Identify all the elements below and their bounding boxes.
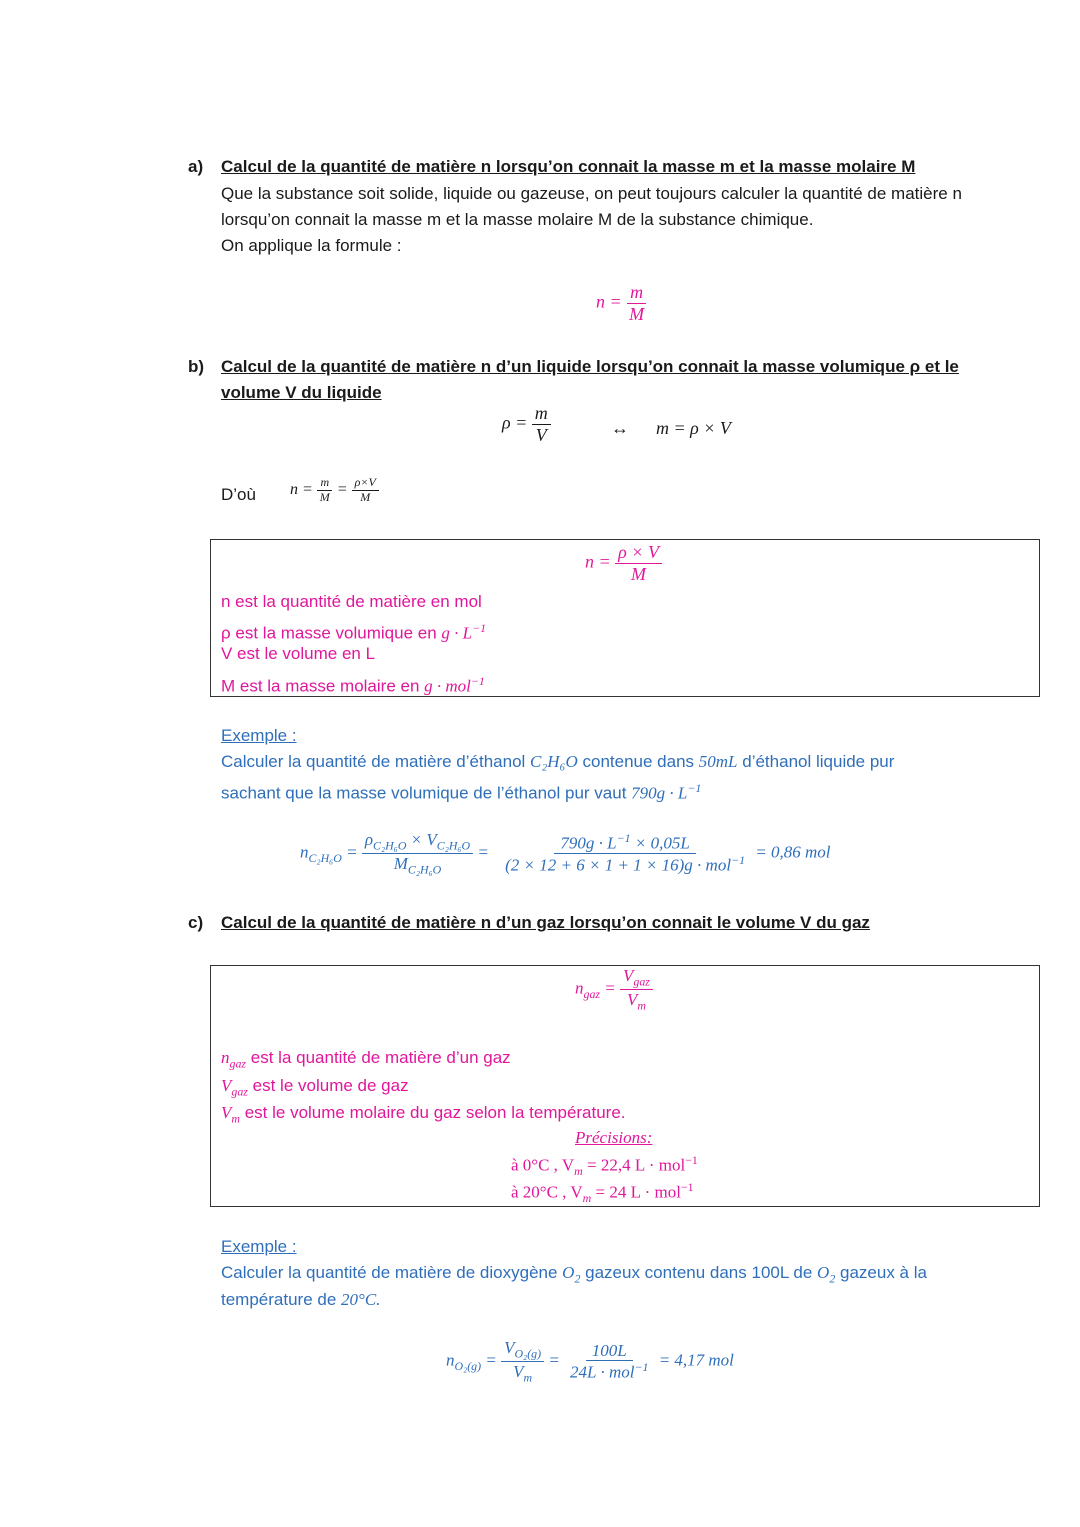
- calc-c-f2-den-exp: −1: [634, 1360, 649, 1375]
- prec-1-sub: m: [574, 1164, 583, 1179]
- calc-b-f2-den-exp: −1: [731, 853, 746, 868]
- precisions-label: Précisions:: [575, 1128, 653, 1147]
- calc-c-eq: =: [485, 1350, 497, 1370]
- def-m-text: M est la masse molaire en: [221, 676, 420, 696]
- box-b-num: ρ × V: [615, 542, 662, 564]
- example-c-line1-b: gazeux contenu dans 100L de: [585, 1263, 813, 1282]
- calc-c-f1-den-sub: m: [523, 1370, 533, 1385]
- box-c-den-sub: m: [637, 998, 646, 1013]
- example-b-formula: C₂H₆O: [530, 752, 578, 771]
- prec-2-sub: m: [582, 1191, 592, 1206]
- calc-b-f2-den: (2 × 12 + 6 × 1 + 1 × 16)g · mol: [505, 855, 732, 875]
- box-c-lhs: n: [575, 978, 584, 998]
- box-b-formula: [585, 542, 662, 584]
- example-b-density: 790g · L: [631, 783, 688, 803]
- calc-c-result: = 4,17 mol: [658, 1350, 734, 1370]
- example-b-line1-b: contenue dans: [582, 752, 695, 771]
- def-ngaz-sub: gaz: [229, 1056, 247, 1071]
- example-c-o2: O: [562, 1263, 575, 1282]
- def-vm-sym: V: [221, 1103, 232, 1122]
- equivalence-arrow: ↔: [611, 418, 629, 438]
- example-c-o2b-sub: 2: [829, 1271, 836, 1286]
- calc-b-f2-num: 790g · L: [560, 833, 617, 853]
- example-b-line2-a: sachant que la masse volumique de l’éthanol pur vaut: [221, 783, 627, 803]
- example-b-label: Exemple :: [221, 726, 297, 745]
- box-c-eq: =: [604, 978, 616, 998]
- formula-n-m-over-M: [596, 282, 647, 324]
- prec-1-val: = 22,4 L · mol: [587, 1155, 686, 1175]
- calc-c-f1-num-sub: O₂(g): [514, 1346, 542, 1361]
- example-b-line1-a: Calculer la quantité de matière d’éthanol: [221, 752, 526, 771]
- def-m-unit: g · mol: [424, 676, 471, 696]
- dou-f1-den: M: [319, 489, 330, 504]
- calc-b-f1-num-sub: C₂H₆O: [373, 838, 407, 853]
- box-c-den: V: [626, 990, 638, 1010]
- rho-formula: [502, 403, 551, 445]
- example-c-line2: [221, 1287, 380, 1313]
- box-b-den: M: [631, 563, 647, 584]
- def-ngaz: [221, 1045, 511, 1076]
- calc-b-f1-times-sub: C₂H₆O: [436, 838, 471, 853]
- def-vgaz-sym: V: [221, 1076, 232, 1095]
- example-b-line2: [221, 775, 701, 807]
- prec-1-exp: −1: [685, 1153, 698, 1167]
- def-vm: [221, 1100, 626, 1131]
- def-ngaz-text: est la quantité de matière d’un gaz: [250, 1048, 511, 1067]
- mass-formula: m = ρ × V: [656, 418, 731, 438]
- example-c-temp: 20°C.: [341, 1290, 381, 1309]
- section-c-letter: c): [188, 913, 204, 932]
- dou-label: D’où: [221, 485, 256, 504]
- calc-b-lhs-sub: C₂H₆O: [308, 850, 342, 865]
- prec-2-exp: −1: [680, 1180, 694, 1194]
- dou-lhs: n =: [290, 480, 313, 498]
- example-b-volume: 50mL: [698, 752, 738, 771]
- calc-b-f1-den: M: [393, 854, 408, 874]
- calc-b-f1-den-sub: C₂H₆O: [407, 862, 442, 877]
- formula-num: m: [627, 282, 646, 304]
- box-c-num-sub: gaz: [633, 974, 650, 989]
- section-a-line2: lorsqu’on connait la masse m et la masse molaire M de la substance chimique.: [221, 210, 814, 229]
- calc-c-f2-den: 24L · mol: [570, 1362, 635, 1382]
- section-a-letter: a): [188, 157, 204, 176]
- example-c-o2b: O: [817, 1263, 830, 1282]
- dou-f2-den: M: [360, 489, 371, 504]
- dou-formula: [290, 476, 379, 505]
- def-rho-unit: g · L: [441, 623, 473, 643]
- box-b-lhs: n =: [585, 551, 611, 572]
- example-b-line1: [221, 749, 894, 775]
- calc-c-f1-den: V: [513, 1362, 524, 1382]
- precision-20c: [511, 1180, 694, 1206]
- def-m: [221, 668, 485, 700]
- example-b-density-exp: −1: [687, 781, 702, 795]
- def-vgaz-text: est le volume de gaz: [252, 1076, 409, 1095]
- calc-c-f1-num: V: [504, 1338, 515, 1357]
- dou-eq: =: [336, 480, 348, 498]
- calc-b-lhs: n: [300, 842, 309, 862]
- calc-b-f1-num: ρ: [364, 830, 374, 849]
- def-vm-text: est le volume molaire du gaz selon la température.: [244, 1103, 626, 1122]
- prec-1-text: à 0°C , V: [511, 1155, 575, 1175]
- section-c-heading: Calcul de la quantité de matière n d’un gaz lorsqu’on connait le volume V du gaz: [221, 913, 870, 932]
- box-c-formula: [575, 966, 653, 1013]
- calc-b-f2-num-exp: −1: [616, 830, 631, 845]
- example-c-calculation: $n_{O_2(g)}$ = $\frac{V_{O_2(g)}}{V_m}$ = $\frac{100L}{24L \cdot mol^{-1}}$ = 4,17 mol: [446, 1338, 734, 1385]
- section-b-heading-2: volume V du liquide: [221, 383, 382, 402]
- calc-c-lhs-sub: O₂(g): [454, 1358, 482, 1373]
- section-a-line3: On applique la formule :: [221, 236, 402, 255]
- example-b-line1-c: d’éthanol liquide pur: [742, 752, 895, 771]
- example-b-calculation: $n_{C_2H_6O}$ = $\frac{\rho_{C_2H_6O} \times V_{C_2H_6O}}{M_{C_2H_6O}}$ = $\frac{790g \cdot L^{-1} \times 0,05L}{(2 \times 12 + 6 \times 1 + 1 \times 16)g \cdot mol^{-1}}$ = 0,86 mol: [300, 830, 831, 877]
- example-c-line1-c: gazeux à la: [840, 1263, 927, 1282]
- def-n: n est la quantité de matière en mol: [221, 592, 482, 611]
- def-ngaz-sym: n: [221, 1048, 230, 1067]
- section-a-heading: Calcul de la quantité de matière n lorsqu’on connait la masse m et la masse molaire M: [221, 157, 916, 176]
- box-c-lhs-sub: gaz: [583, 986, 601, 1001]
- def-m-exp: −1: [470, 674, 485, 688]
- calc-b-f1-times: × V: [410, 830, 437, 849]
- formula-den: M: [629, 303, 645, 324]
- example-c-o2-sub: 2: [574, 1271, 581, 1286]
- example-c-line1-a: Calculer la quantité de matière de dioxygène: [221, 1263, 558, 1282]
- calc-b-f2-num-tail: × 0,05L: [634, 833, 690, 853]
- rho-den: V: [535, 424, 547, 445]
- def-vm-sub: m: [231, 1111, 240, 1126]
- dou-f2-num: ρ×V: [352, 476, 379, 491]
- section-a-line1: Que la substance soit solide, liquide ou gazeuse, on peut toujours calculer la quantité de matière n: [221, 184, 962, 203]
- formula-lhs: n =: [596, 291, 622, 312]
- calc-c-f2-num: 100L: [586, 1341, 633, 1362]
- calc-c-lhs: n: [446, 1350, 455, 1370]
- rho-num: m: [532, 403, 551, 425]
- def-rho-exp: −1: [472, 621, 487, 635]
- dou-f1-num: m: [317, 476, 332, 491]
- calc-b-result: = 0,86 mol: [755, 842, 831, 862]
- precision-0c: [511, 1153, 698, 1179]
- example-c-label: Exemple :: [221, 1237, 297, 1256]
- def-rho-text: ρ est la masse volumique en: [221, 623, 437, 643]
- section-b-letter: b): [188, 357, 205, 376]
- section-b-heading-1: Calcul de la quantité de matière n d’un liquide lorsqu’on connait la masse volumique ρ et le: [221, 357, 959, 376]
- rho-lhs: ρ =: [502, 412, 528, 433]
- box-c-num: V: [623, 966, 634, 985]
- prec-2-val: = 24 L · mol: [595, 1182, 681, 1202]
- def-vgaz-sub: gaz: [231, 1084, 248, 1099]
- example-c-line2-a: température de: [221, 1290, 337, 1309]
- prec-2-text: à 20°C , V: [511, 1182, 583, 1202]
- def-v: V est le volume en L: [221, 644, 376, 663]
